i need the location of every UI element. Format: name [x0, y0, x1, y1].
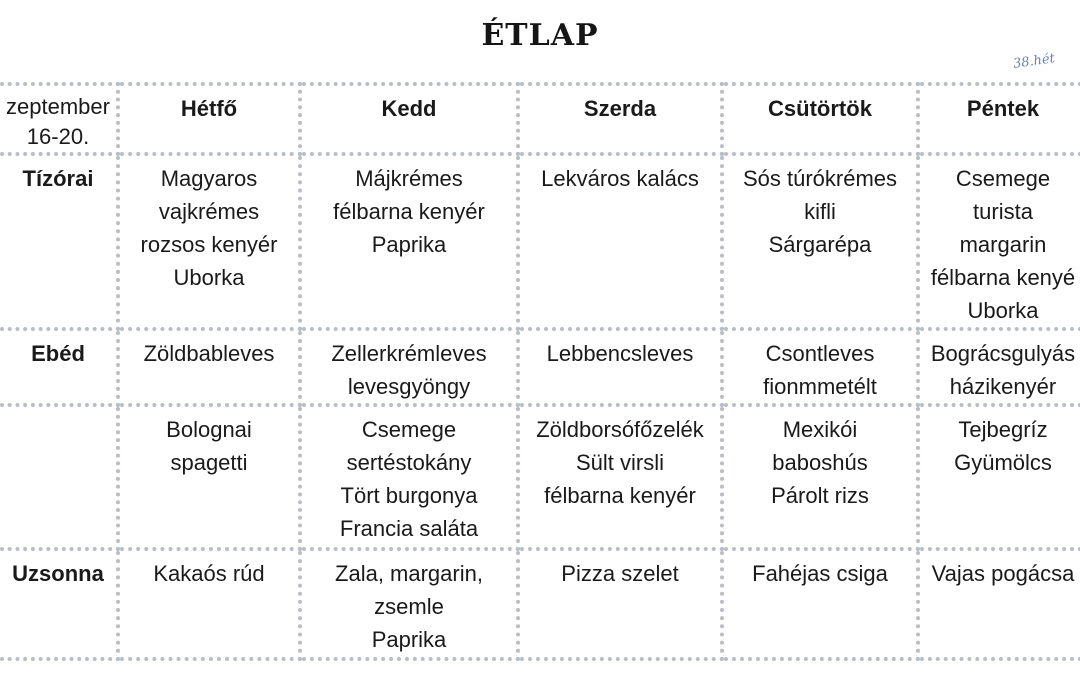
- header-row: [0, 82, 1080, 156]
- menu-cell: [120, 551, 302, 661]
- menu-cell: [920, 407, 1080, 551]
- menu-cell: [120, 331, 302, 407]
- dish-line: Sós túrókrémes: [742, 166, 898, 191]
- dish-line: Pizza szelet: [561, 561, 679, 586]
- menu-cell: [724, 551, 920, 661]
- dish-line: Zöldborsófőzelék: [536, 417, 704, 442]
- menu-cell: [920, 551, 1080, 661]
- dish-line: Tört burgonya: [340, 483, 478, 508]
- dish-line: Uborka: [173, 265, 245, 290]
- dish-line: sertéstokány: [346, 450, 472, 475]
- dish-line: félbarna kenyér: [333, 199, 485, 224]
- meal-label: Tízórai: [0, 156, 120, 331]
- date-line: 16-20.: [26, 124, 90, 149]
- handwritten-note: 38.hét: [1012, 51, 1056, 72]
- day-header-friday: Péntek: [920, 82, 1080, 156]
- meal-row-uzsonna: [0, 551, 1080, 661]
- menu-cell: [920, 156, 1080, 331]
- dish-line: spagetti: [170, 450, 248, 475]
- dish-line: Tejbegríz: [958, 417, 1048, 442]
- menu-cell: [302, 551, 520, 661]
- dish-line: Kakaós rúd: [153, 561, 265, 586]
- dish-line: félbarna kenyér: [544, 483, 696, 508]
- menu-cell: [724, 331, 920, 407]
- dish-line: rozsos kenyér: [140, 232, 278, 257]
- menu-cell: [724, 156, 920, 331]
- menu-cell: [302, 331, 520, 407]
- dish-line: Csemege: [955, 166, 1051, 191]
- day-header-wednesday: Szerda: [520, 82, 724, 156]
- meal-row-ebed-main: [0, 407, 1080, 551]
- menu-cell: [520, 331, 724, 407]
- dish-line: levesgyöngy: [347, 374, 471, 399]
- day-header-monday: Hétfő: [120, 82, 302, 156]
- dish-line: Mexikói: [782, 417, 858, 442]
- dish-line: Paprika: [371, 627, 447, 652]
- dish-line: Sült virsli: [575, 450, 664, 475]
- menu-cell: [120, 407, 302, 551]
- dish-line: házikenyér: [949, 374, 1057, 399]
- dish-line: Zellerkrémleves: [331, 341, 487, 366]
- dish-line: fionmmetélt: [763, 374, 877, 399]
- date-line: zeptember: [6, 94, 110, 119]
- dish-line: turista: [973, 199, 1033, 224]
- meal-row-ebed: [0, 331, 1080, 407]
- dish-line: Zöldbableves: [143, 341, 275, 366]
- dish-line: zsemle: [374, 594, 444, 619]
- day-header-thursday: Csütörtök: [724, 82, 920, 156]
- menu-table: [0, 82, 1080, 661]
- date-range-cell: [0, 82, 120, 156]
- dish-line: Vajas pogácsa: [931, 561, 1075, 586]
- dish-line: Uborka: [967, 298, 1039, 323]
- dish-line: Lekváros kalács: [541, 166, 699, 191]
- menu-cell: [520, 551, 724, 661]
- dish-line: Májkrémes: [355, 166, 463, 191]
- dish-line: Zala, margarin,: [335, 561, 483, 586]
- menu-cell: [920, 331, 1080, 407]
- dish-line: Gyümölcs: [954, 450, 1052, 475]
- dish-line: Csontleves: [765, 341, 875, 366]
- menu-cell: [520, 407, 724, 551]
- dish-line: Fahéjas csiga: [752, 561, 888, 586]
- dish-line: Bográcsgulyás: [930, 341, 1076, 366]
- dish-line: Csemege: [361, 417, 457, 442]
- menu-cell: [302, 407, 520, 551]
- dish-line: kifli: [804, 199, 836, 224]
- menu-cell: [120, 156, 302, 331]
- meal-label: Uzsonna: [0, 551, 120, 661]
- menu-cell: [302, 156, 520, 331]
- meal-label: Ebéd: [0, 331, 120, 407]
- dish-line: Lebbencsleves: [546, 341, 694, 366]
- page-title: ÉTLAP: [481, 18, 599, 53]
- meal-row-tizorai: [0, 156, 1080, 331]
- dish-line: Paprika: [371, 232, 447, 257]
- dish-line: margarin: [959, 232, 1047, 257]
- dish-line: Bolognai: [166, 417, 252, 442]
- dish-line: Francia saláta: [339, 516, 479, 541]
- meal-label: [0, 407, 120, 551]
- dish-line: Párolt rizs: [771, 483, 869, 508]
- dish-line: Sárgarépa: [768, 232, 872, 257]
- dish-line: baboshús: [772, 450, 868, 475]
- day-header-tuesday: Kedd: [302, 82, 520, 156]
- dish-line: vajkrémes: [158, 199, 260, 224]
- dish-line: félbarna kenyé: [930, 265, 1076, 290]
- menu-cell: [520, 156, 724, 331]
- menu-cell: [724, 407, 920, 551]
- dish-line: Magyaros: [160, 166, 258, 191]
